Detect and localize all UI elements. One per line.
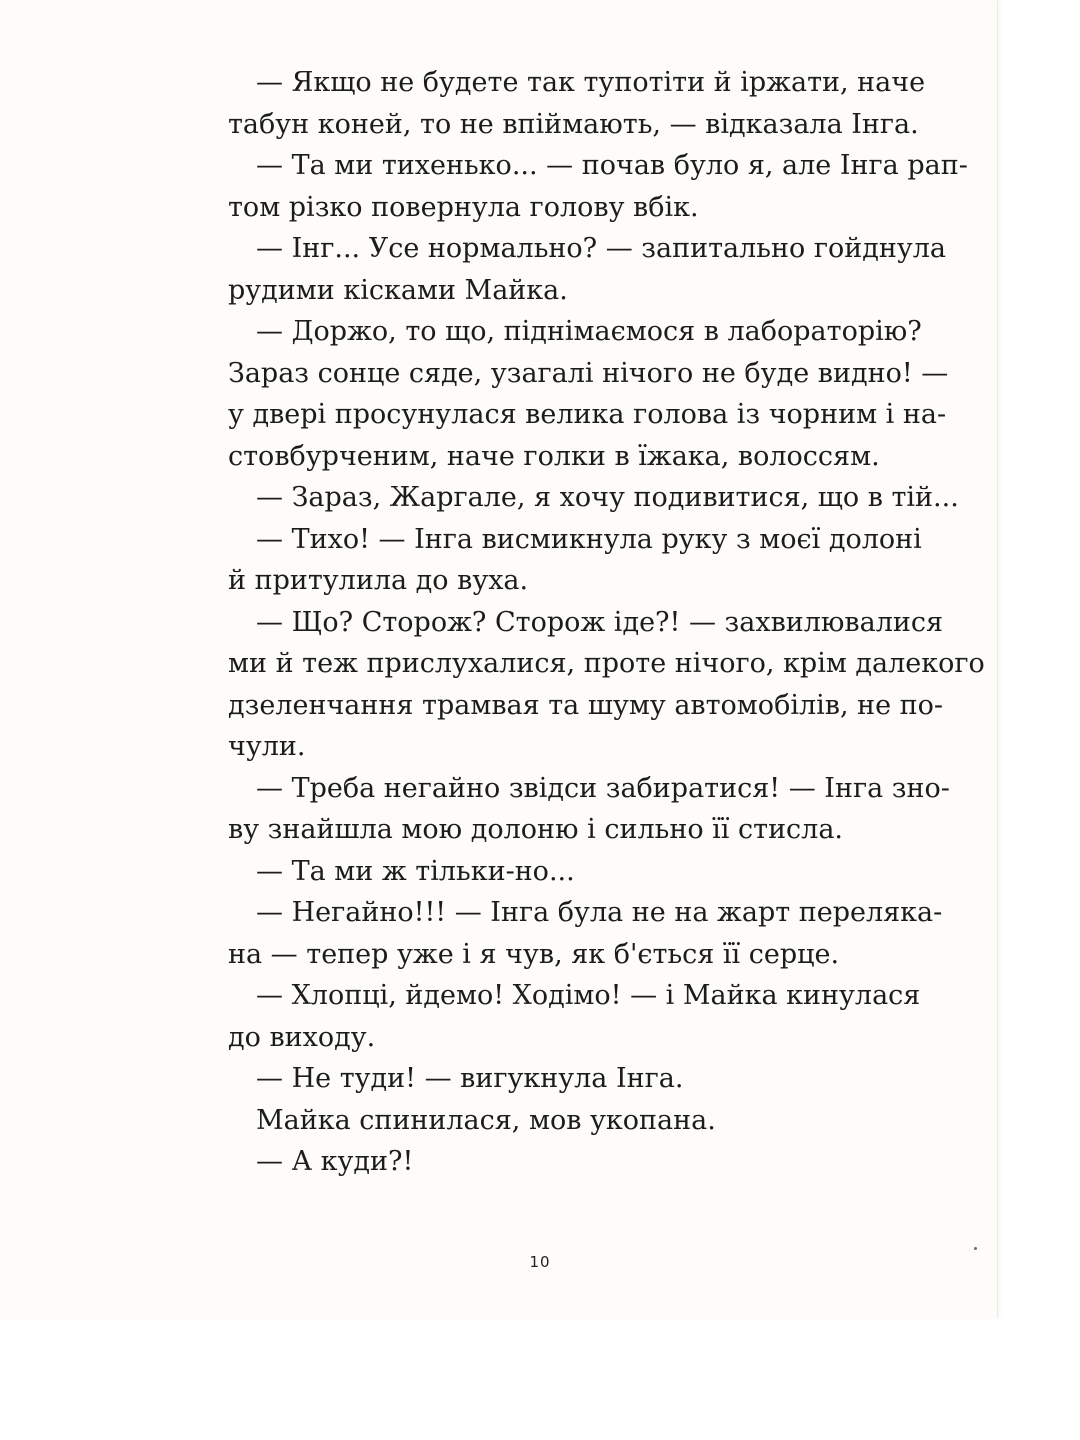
- paper-speck: [974, 1247, 977, 1250]
- text-line: Майка спинилася, мов укопана.: [256, 1104, 716, 1136]
- text-line: — Зараз, Жаргале, я хочу подивитися, що в тій...: [256, 482, 959, 513]
- text-line: Зараз сонце сяде, узагалі нічого не буде видно! —: [228, 357, 949, 389]
- text-line: й притулила до вуха.: [228, 565, 529, 596]
- text-line: — Треба негайно звідси забиратися! — Інга зно-: [256, 772, 950, 804]
- text-line: — Що? Сторож? Сторож іде?! — захвилювалися: [256, 606, 944, 638]
- text-line: — Хлопці, йдемо! Ходімо! — і Майка кинулася: [256, 980, 921, 1011]
- text-line: — Та ми ж тільки-но...: [256, 855, 575, 887]
- text-line: чули.: [228, 731, 306, 762]
- text-line: рудими кісками Майка.: [228, 274, 568, 306]
- text-line: ми й теж прислухалися, проте нічого, крім далекого: [228, 648, 985, 679]
- text-line: — Якщо не будете так тупотіти й іржати, наче: [256, 67, 926, 98]
- text-line: на — тепер уже і я чув, як б'ється її серце.: [228, 938, 840, 970]
- text-line: табун коней, то не впіймають, — відказала Інга.: [228, 108, 919, 140]
- text-line: у двері просунулася велика голова із чорним і на-: [228, 399, 947, 430]
- body-text: [228, 62, 985, 1183]
- page-number: 10: [529, 1253, 551, 1271]
- text-line: дзеленчання трамвая та шуму автомобілів, не по-: [228, 689, 944, 721]
- text-line: — Негайно!!! — Інга була не на жарт переляка-: [256, 897, 943, 928]
- text-line: до виходу.: [228, 1021, 376, 1053]
- text-line: — Тихо! — Інга висмикнула руку з моєї долоні: [256, 523, 922, 555]
- text-line: — А куди?!: [256, 1146, 414, 1177]
- text-line: — Не туди! — вигукнула Інга.: [256, 1063, 684, 1094]
- text-line: — Та ми тихенько... — почав було я, але Інга рап-: [256, 150, 968, 181]
- text-line: ву знайшла мою долоню і сильно її стисла.: [228, 814, 844, 845]
- text-line: — Інг... Усе нормально? — запитально гойднула: [256, 233, 946, 264]
- text-line: том різко повернула голову вбік.: [228, 191, 699, 223]
- text-line: стовбурченим, наче голки в їжака, волоссям.: [228, 440, 880, 472]
- text-line: — Доржо, то що, піднімаємося в лабораторію?: [256, 316, 922, 347]
